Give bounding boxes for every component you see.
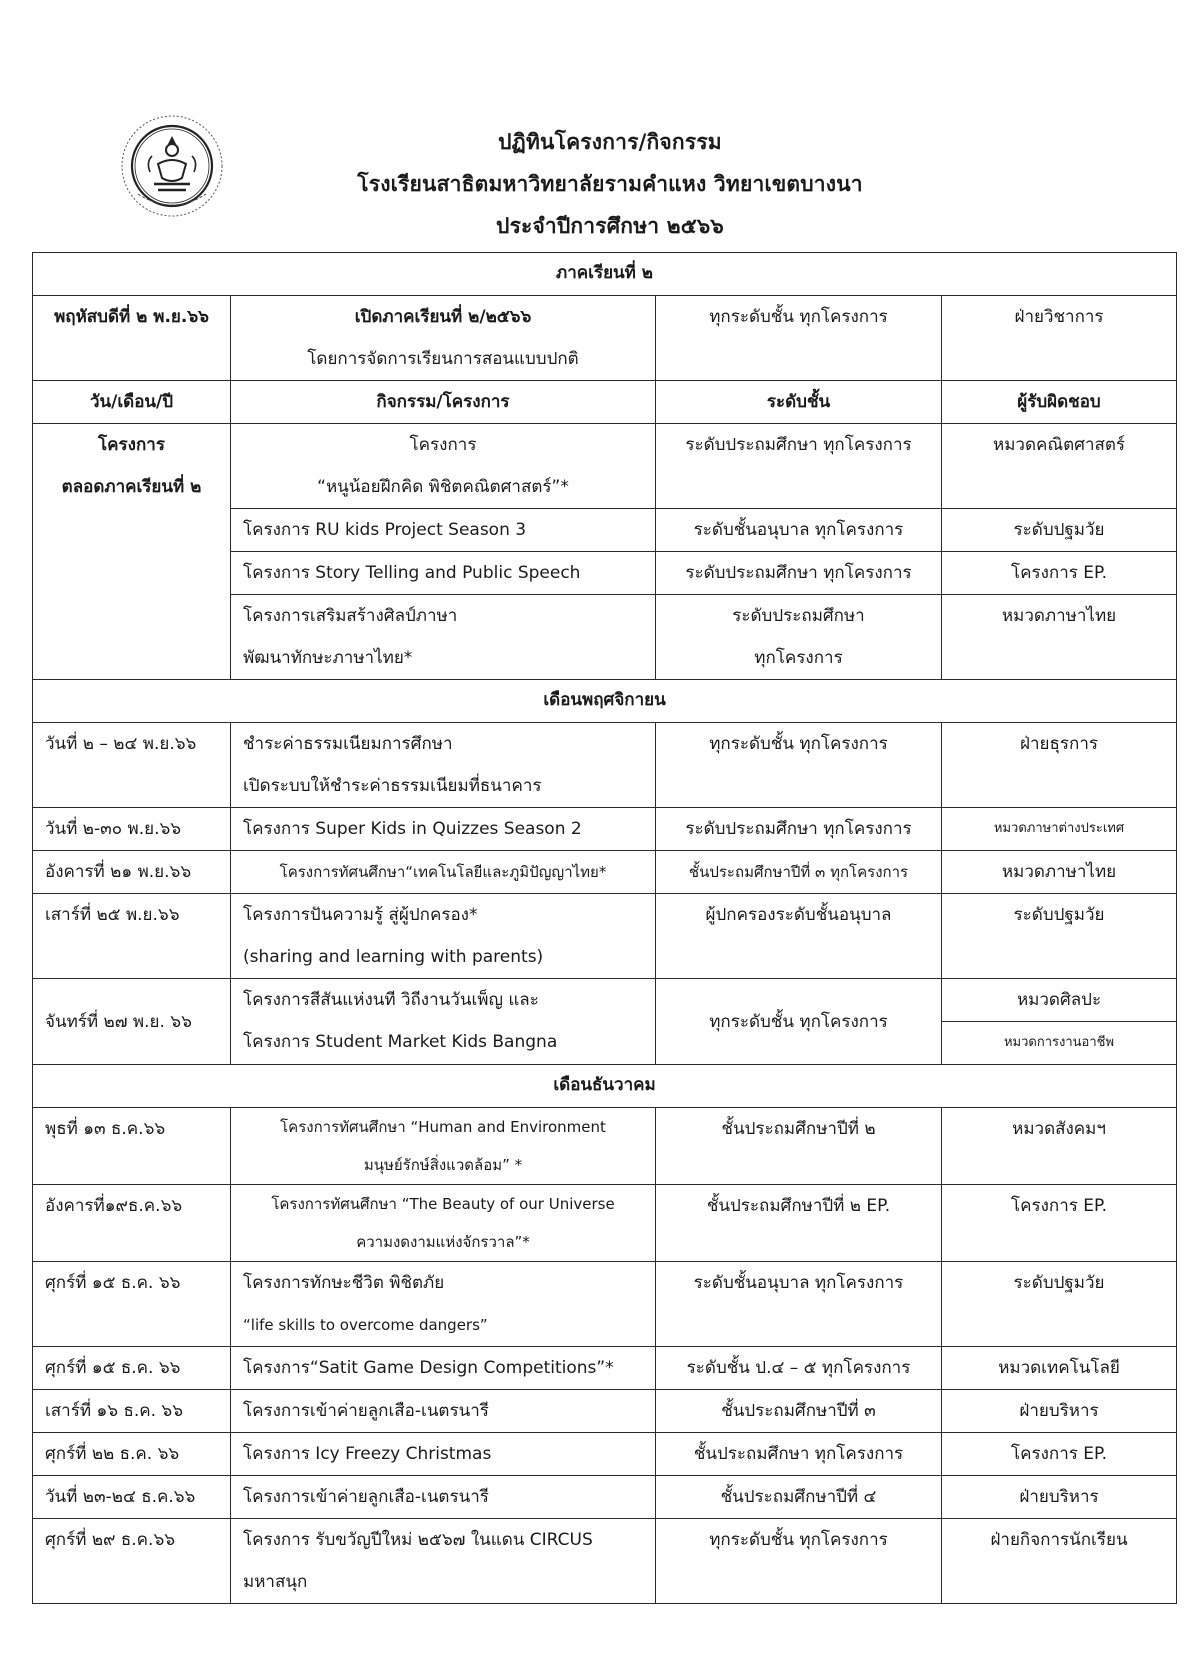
level-cell: ทุกระดับชั้น ทุกโครงการ xyxy=(656,1519,942,1604)
owner-cell: หมวดภาษาไทย xyxy=(942,595,1177,680)
semester-heading: ภาคเรียนที่ ๒ xyxy=(33,253,1177,296)
activity-line: เปิดภาคเรียนที่ ๒/๒๕๖๖ xyxy=(354,307,532,327)
activity-cell xyxy=(231,1108,656,1185)
date-cell: ศุกร์ที่ ๑๕ ธ.ค. ๖๖ xyxy=(33,1347,231,1390)
date-cell xyxy=(33,424,231,680)
column-header-row xyxy=(33,381,1177,424)
level-cell: ทุกระดับชั้น ทุกโครงการ xyxy=(656,296,942,381)
level-cell: ทุกระดับชั้น ทุกโครงการ xyxy=(656,723,942,808)
owner-line: หมวดการงานอาชีพ xyxy=(1003,1035,1115,1050)
level-cell: ระดับประถมศึกษา ทุกโครงการ xyxy=(656,808,942,851)
activity-line: “life skills to overcome dangers” xyxy=(243,1316,488,1334)
activity-line: โครงการทัศนศึกษา “The Beauty of our Universe xyxy=(271,1195,615,1213)
table-row xyxy=(33,1108,1177,1185)
table-row xyxy=(33,1433,1177,1476)
table-row xyxy=(33,979,1177,1065)
date-cell: วันที่ ๒๓-๒๔ ธ.ค.๖๖ xyxy=(33,1476,231,1519)
activity-cell xyxy=(231,723,656,808)
academic-year: ประจำปีการศึกษา ๒๕๖๖ xyxy=(496,214,724,238)
owner-cell: ฝ่ายวิชาการ xyxy=(942,296,1177,381)
owner-cell: ระดับปฐมวัย xyxy=(942,509,1177,552)
activity-line: โครงการทักษะชีวิต พิชิตภัย xyxy=(243,1273,445,1293)
date-cell: อังคารที่๑๙ธ.ค.๖๖ xyxy=(33,1185,231,1262)
date-line: ตลอดภาคเรียนที่ ๒ xyxy=(61,477,202,497)
activity-cell xyxy=(231,1262,656,1347)
owner-line: หมวดศิลปะ xyxy=(942,979,1176,1022)
date-cell: ศุกร์ที่ ๑๕ ธ.ค. ๖๖ xyxy=(33,1262,231,1347)
activity-cell xyxy=(231,1185,656,1262)
activity-cell: โครงการทัศนศึกษา“เทคโนโลยีและภูมิปัญญาไทย* xyxy=(231,851,656,894)
column-header-level: ระดับชั้น xyxy=(656,381,942,424)
level-line: ระดับประถมศึกษา xyxy=(732,606,865,626)
activity-line: โครงการ Student Market Kids Bangna xyxy=(243,1032,558,1052)
date-cell: จันทร์ที่ ๒๗ พ.ย. ๖๖ xyxy=(33,979,231,1065)
level-cell: ชั้นประถมศึกษาปีที่ ๔ xyxy=(656,1476,942,1519)
activity-cell xyxy=(231,296,656,381)
activity-line: โดยการจัดการเรียนการสอนแบบปกติ xyxy=(307,349,579,369)
table-row xyxy=(33,894,1177,979)
date-cell: เสาร์ที่ ๒๕ พ.ย.๖๖ xyxy=(33,894,231,979)
owner-cell: โครงการ EP. xyxy=(942,1433,1177,1476)
level-cell: ทุกระดับชั้น ทุกโครงการ xyxy=(656,979,942,1065)
owner-cell: โครงการ EP. xyxy=(942,1185,1177,1262)
owner-cell: หมวดภาษาไทย xyxy=(942,851,1177,894)
activity-line: โครงการปันความรู้ สู่ผู้ปกครอง* xyxy=(243,905,478,925)
level-cell: ระดับชั้นอนุบาล ทุกโครงการ xyxy=(656,509,942,552)
table-row xyxy=(33,1185,1177,1262)
activity-cell: โครงการ Icy Freezy Christmas xyxy=(231,1433,656,1476)
activity-line: โครงการทัศนศึกษา “Human and Environment xyxy=(280,1118,606,1136)
level-cell: ชั้นประถมศึกษาปีที่ ๓ ทุกโครงการ xyxy=(656,851,942,894)
activity-cell: โครงการเข้าค่ายลูกเสือ-เนตรนารี xyxy=(231,1476,656,1519)
activity-calendar-table xyxy=(32,252,1177,1604)
table-row xyxy=(33,1347,1177,1390)
activity-line: ชำระค่าธรรมเนียมการศึกษา xyxy=(243,734,453,754)
activity-line: “หนูน้อยฝึกคิด พิชิตคณิตศาสตร์”* xyxy=(317,477,569,497)
activity-cell: โครงการเข้าค่ายลูกเสือ-เนตรนารี xyxy=(231,1390,656,1433)
owner-cell: โครงการ EP. xyxy=(942,552,1177,595)
level-cell: ระดับประถมศึกษา ทุกโครงการ xyxy=(656,552,942,595)
activity-line: มนุษย์รักษ์สิ่งแวดล้อม” * xyxy=(363,1156,523,1174)
column-header-owner: ผู้รับผิดชอบ xyxy=(942,381,1177,424)
level-cell xyxy=(656,595,942,680)
owner-cell: หมวดเทคโนโลยี xyxy=(942,1347,1177,1390)
owner-cell xyxy=(942,979,1177,1065)
owner-cell: ระดับปฐมวัย xyxy=(942,894,1177,979)
month-heading-november: เดือนพฤศจิกายน xyxy=(33,680,1177,723)
table-row xyxy=(33,1390,1177,1433)
activity-cell xyxy=(231,1519,656,1604)
document-title: ปฏิทินโครงการ/กิจกรรม xyxy=(498,130,722,154)
column-header-activity: กิจกรรม/โครงการ xyxy=(231,381,656,424)
level-cell: ชั้นประถมศึกษา ทุกโครงการ xyxy=(656,1433,942,1476)
table-row xyxy=(33,723,1177,808)
activity-cell xyxy=(231,979,656,1065)
owner-cell: ระดับปฐมวัย xyxy=(942,1262,1177,1347)
date-cell: ศุกร์ที่ ๒๙ ธ.ค.๖๖ xyxy=(33,1519,231,1604)
semester-heading-row xyxy=(33,253,1177,296)
activity-line: ความงดงามแห่งจักรวาล”* xyxy=(356,1233,530,1251)
level-cell: ชั้นประถมศึกษาปีที่ ๒ EP. xyxy=(656,1185,942,1262)
level-cell: ระดับชั้น ป.๔ – ๕ ทุกโครงการ xyxy=(656,1347,942,1390)
activity-line: เปิดระบบให้ชำระค่าธรรมเนียมที่ธนาคาร xyxy=(243,776,542,796)
activity-line: โครงการสีสันแห่งนที วิถีงานวันเพ็ญ และ xyxy=(243,990,539,1010)
month-heading-row xyxy=(33,1065,1177,1108)
activity-line: พัฒนาทักษะภาษาไทย* xyxy=(243,648,413,668)
table-row xyxy=(33,424,1177,509)
owner-cell: หมวดคณิตศาสตร์ xyxy=(942,424,1177,509)
activity-line: โครงการ xyxy=(409,435,477,455)
level-cell: ชั้นประถมศึกษาปีที่ ๒ xyxy=(656,1108,942,1185)
date-cell: ศุกร์ที่ ๒๒ ธ.ค. ๖๖ xyxy=(33,1433,231,1476)
activity-line: (sharing and learning with parents) xyxy=(243,947,544,967)
level-cell: ระดับชั้นอนุบาล ทุกโครงการ xyxy=(656,1262,942,1347)
date-cell: อังคารที่ ๒๑ พ.ย.๖๖ xyxy=(33,851,231,894)
date-line: โครงการ xyxy=(98,435,165,455)
table-row xyxy=(33,808,1177,851)
level-cell: ผู้ปกครองระดับชั้นอนุบาล xyxy=(656,894,942,979)
table-row xyxy=(33,851,1177,894)
activity-line: มหาสนุก xyxy=(243,1572,308,1592)
activity-cell xyxy=(231,424,656,509)
column-header-date: วัน/เดือน/ปี xyxy=(33,381,231,424)
date-cell: วันที่ ๒ – ๒๔ พ.ย.๖๖ xyxy=(33,723,231,808)
activity-cell: โครงการ Story Telling and Public Speech xyxy=(231,552,656,595)
table-row xyxy=(33,1476,1177,1519)
school-seal-logo xyxy=(118,112,226,220)
level-cell: ระดับประถมศึกษา ทุกโครงการ xyxy=(656,424,942,509)
table-row xyxy=(33,296,1177,381)
table-row xyxy=(33,1519,1177,1604)
owner-cell: หมวดสังคมฯ xyxy=(942,1108,1177,1185)
activity-cell: โครงการ RU kids Project Season 3 xyxy=(231,509,656,552)
date-cell: พฤหัสบดีที่ ๒ พ.ย.๖๖ xyxy=(33,296,231,381)
month-heading-december: เดือนธันวาคม xyxy=(33,1065,1177,1108)
owner-cell: ฝ่ายธุรการ xyxy=(942,723,1177,808)
owner-cell: ฝ่ายบริหาร xyxy=(942,1476,1177,1519)
activity-cell xyxy=(231,894,656,979)
month-heading-row xyxy=(33,680,1177,723)
activity-cell xyxy=(231,595,656,680)
activity-line: โครงการเสริมสร้างศิลป์ภาษา xyxy=(243,606,458,626)
level-cell: ชั้นประถมศึกษาปีที่ ๓ xyxy=(656,1390,942,1433)
table-row xyxy=(33,1262,1177,1347)
date-cell: พุธที่ ๑๓ ธ.ค.๖๖ xyxy=(33,1108,231,1185)
owner-cell: ฝ่ายบริหาร xyxy=(942,1390,1177,1433)
date-cell: วันที่ ๒-๓๐ พ.ย.๖๖ xyxy=(33,808,231,851)
activity-cell: โครงการ“Satit Game Design Competitions”* xyxy=(231,1347,656,1390)
activity-line: โครงการ รับขวัญปีใหม่ ๒๕๖๗ ในแดน CIRCUS xyxy=(243,1530,593,1550)
owner-cell: หมวดภาษาต่างประเทศ xyxy=(942,808,1177,851)
school-name: โรงเรียนสาธิตมหาวิทยาลัยรามคำแหง วิทยาเขตบางนา xyxy=(357,172,863,196)
owner-cell: ฝ่ายกิจการนักเรียน xyxy=(942,1519,1177,1604)
activity-cell: โครงการ Super Kids in Quizzes Season 2 xyxy=(231,808,656,851)
level-line: ทุกโครงการ xyxy=(754,648,843,668)
date-cell: เสาร์ที่ ๑๖ ธ.ค. ๖๖ xyxy=(33,1390,231,1433)
